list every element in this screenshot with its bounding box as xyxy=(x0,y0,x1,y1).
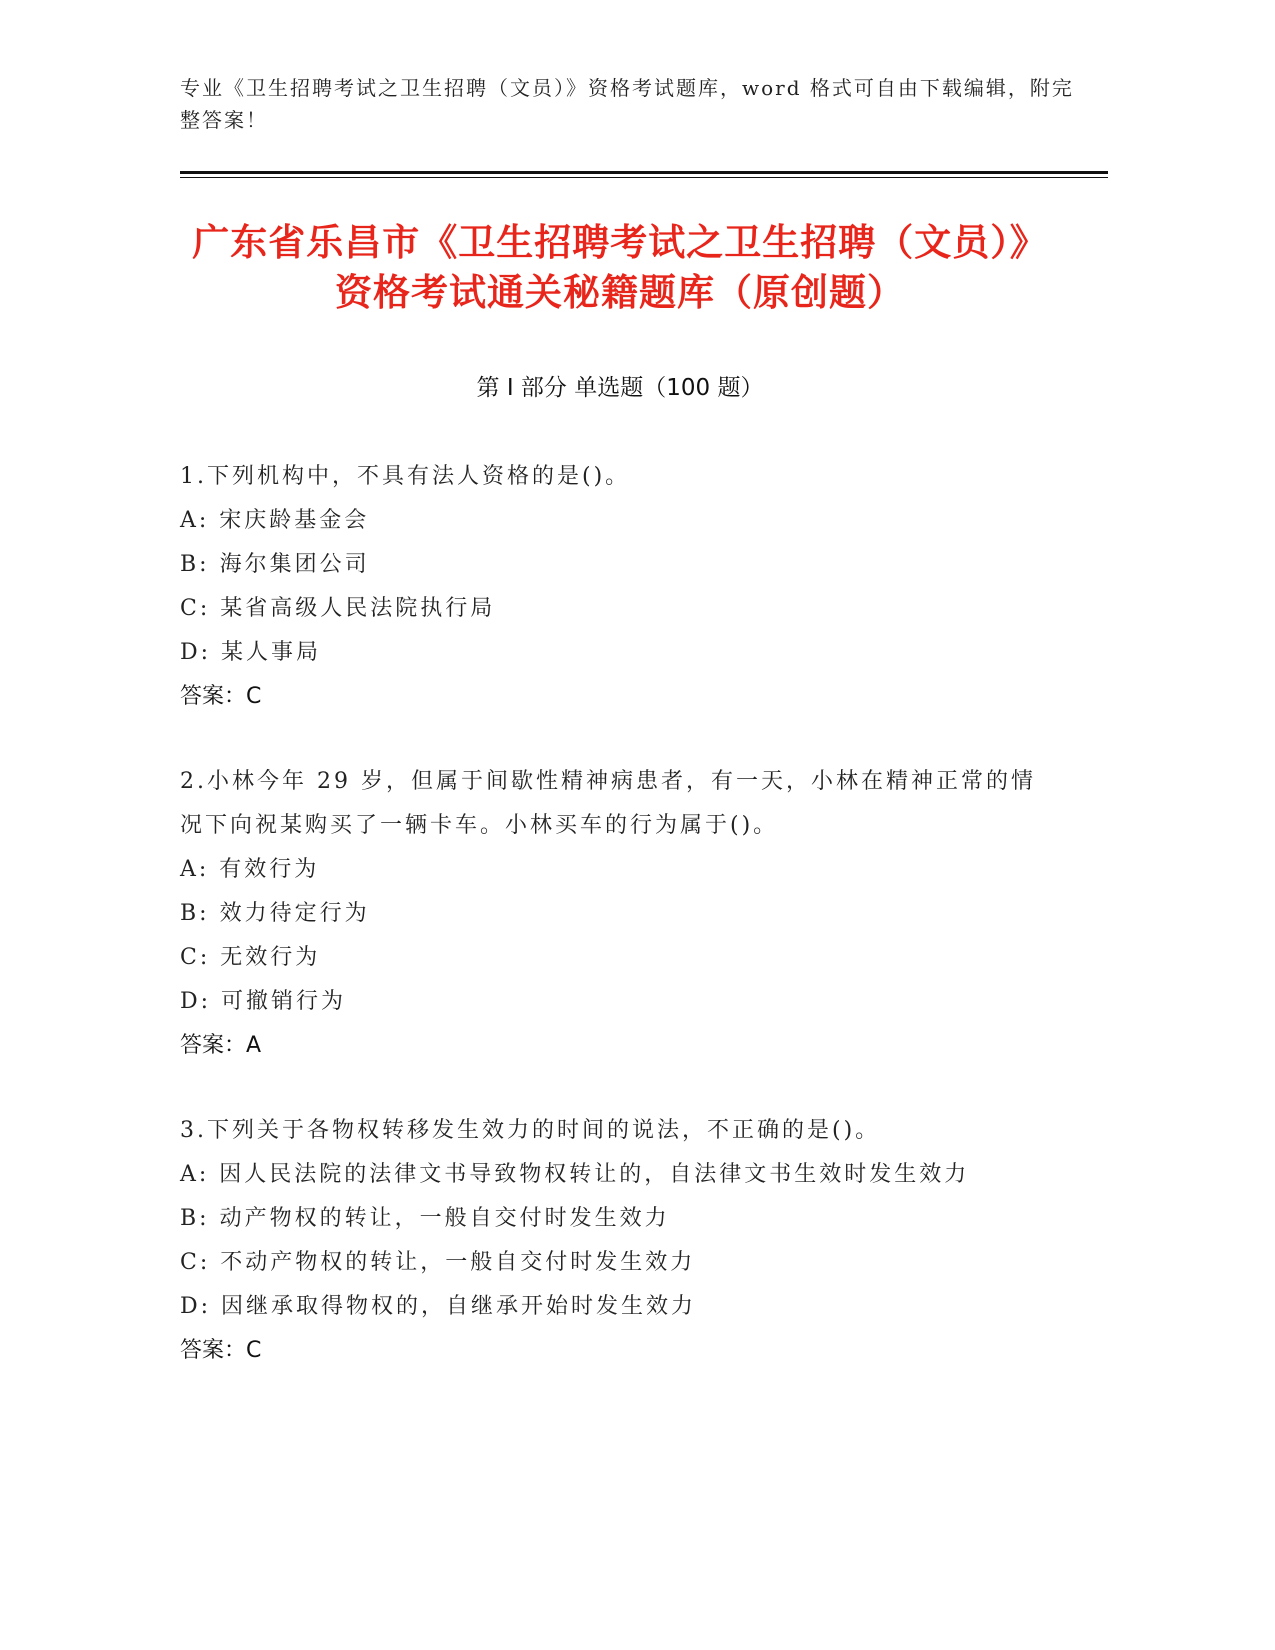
option-c: C: 某省高级人民法院执行局 xyxy=(180,596,496,621)
option-a: A: 因人民法院的法律文书导致物权转让的，自法律文书生效时发生效力 xyxy=(180,1162,970,1187)
question-text: 3.下列关于各物权转移发生效力的时间的说法，不正确的是()。 xyxy=(180,1118,881,1143)
document-title: 广东省乐昌市《卫生招聘考试之卫生招聘（文员）》资格考试通关秘籍题库（原创题） xyxy=(192,221,1048,314)
option-b: B: 动产物权的转让，一般自交付时发生效力 xyxy=(180,1206,670,1231)
question-list xyxy=(180,455,1040,1414)
option-b: B: 效力待定行为 xyxy=(180,901,370,926)
option-a: A: 宋庆龄基金会 xyxy=(180,508,370,533)
option-b: B: 海尔集团公司 xyxy=(180,552,370,577)
header-rule-thin xyxy=(180,177,1108,178)
option-d: D: 某人事局 xyxy=(180,640,322,665)
question-text: 2.小林今年 29 岁，但属于间歇性精神病患者，有一天，小林在精神正常的情况下向祝某购买了一辆卡车。小林买车的行为属于()。 xyxy=(180,769,1036,838)
option-d: D: 因继承取得物权的，自继承开始时发生效力 xyxy=(180,1294,697,1319)
question-2 xyxy=(180,760,1040,1068)
answer: 答案：C xyxy=(180,684,262,709)
answer: 答案：A xyxy=(180,1033,262,1058)
answer: 答案：C xyxy=(180,1338,262,1363)
header-rule-thick xyxy=(180,171,1108,174)
question-3 xyxy=(180,1109,1040,1373)
header-note: 专业《卫生招聘考试之卫生招聘（文员）》资格考试题库，word 格式可自由下载编辑，附完整答案！ xyxy=(180,76,1074,132)
option-a: A: 有效行为 xyxy=(180,857,320,882)
option-c: C: 不动产物权的转让，一般自交付时发生效力 xyxy=(180,1250,696,1275)
option-d: D: 可撤销行为 xyxy=(180,989,347,1014)
question-text: 1.下列机构中，不具有法人资格的是()。 xyxy=(180,464,631,489)
option-c: C: 无效行为 xyxy=(180,945,321,970)
section-heading: 第 I 部分 单选题（100 题） xyxy=(476,375,764,401)
question-1 xyxy=(180,455,1040,719)
